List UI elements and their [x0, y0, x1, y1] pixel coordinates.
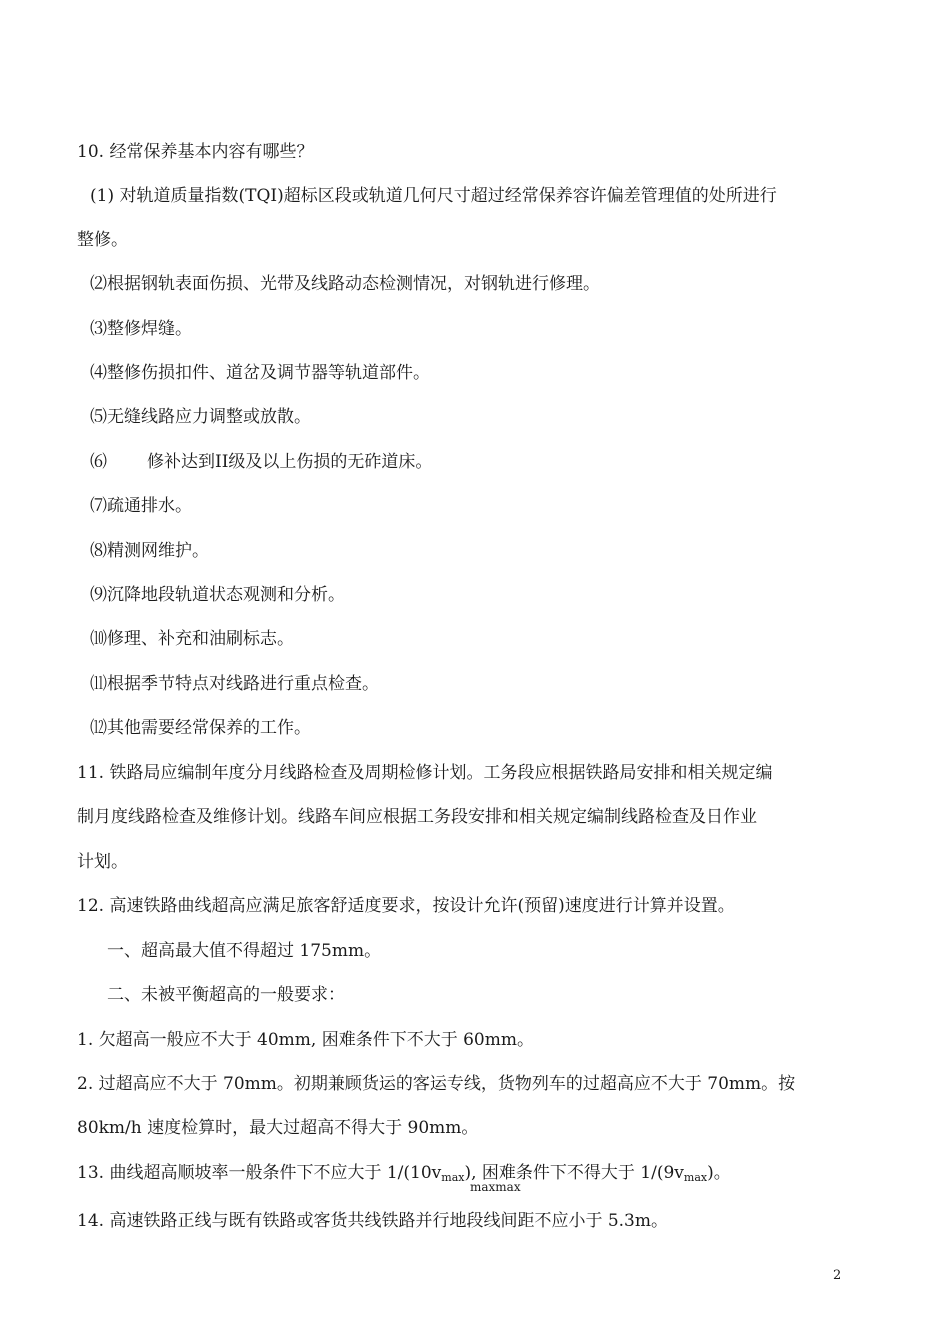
question-11-line-1: 11. 铁路局应编制年度分月线路检查及周期检修计划。工务段应根据铁路局安排和相关规定编: [77, 763, 773, 783]
item-9: ⑼沉降地段轨道状态观测和分析。: [90, 585, 345, 605]
question-13-text-1: 13. 曲线超高顺坡率一般条件下不应大于 1/(10v: [77, 1163, 442, 1183]
item-12: ⑿其他需要经常保养的工作。: [90, 718, 311, 738]
question-11-line-2: 制月度线路检查及维修计划。线路车间应根据工务段安排和相关规定编制线路检查及日作业: [77, 807, 757, 827]
question-12-point-2-line-2: 80km/h 速度检算时，最大过超高不得大于 90mm。: [77, 1118, 479, 1138]
question-14: 14. 高速铁路正线与既有铁路或客货共线铁路并行地段线间距不应小于 5.3m。: [77, 1211, 668, 1231]
subscript-max-2: max: [683, 1171, 708, 1184]
question-11-line-3: 计划。: [77, 852, 128, 872]
question-12-section-1: 一、超高最大值不得超过 175mm。: [107, 941, 382, 961]
item-5: ⑸无缝线路应力调整或放散。: [90, 407, 311, 427]
question-12-section-2: 二、未被平衡超高的一般要求：: [107, 985, 345, 1005]
item-10: ⑽修理、补充和油刷标志。: [90, 629, 294, 649]
item-1-line-2: 整修。: [77, 230, 128, 250]
subscript-max-1: max: [441, 1171, 465, 1184]
item-4: ⑷整修伤损扣件、道岔及调节器等轨道部件。: [90, 363, 430, 383]
item-8: ⑻精测网维护。: [90, 541, 209, 561]
question-13-underline-note: maxmax: [470, 1180, 521, 1194]
item-6-text: 修补达到II级及以上伤损的无砟道床。: [147, 452, 433, 472]
question-12-point-1: 1. 欠超高一般应不大于 40mm, 困难条件下不大于 60mm。: [77, 1030, 534, 1050]
item-6: [90, 451, 432, 473]
question-13-text-3: )。: [707, 1163, 731, 1183]
item-3: ⑶整修焊缝。: [90, 319, 192, 339]
item-11: ⑾根据季节特点对线路进行重点检查。: [90, 674, 379, 694]
item-6-number: ⑹: [90, 452, 107, 472]
item-1-line-1: (1) 对轨道质量指数(TQI)超标区段或轨道几何尺寸超过经常保养容许偏差管理值的处所进行: [90, 186, 777, 206]
question-13-text-2: ), 困难条件下不得大于 1/(9v: [464, 1163, 684, 1183]
item-7: ⑺疏通排水。: [90, 496, 192, 516]
item-2: ⑵根据钢轨表面伤损、光带及线路动态检测情况，对钢轨进行修理。: [90, 274, 600, 294]
question-12-title: 12. 高速铁路曲线超高应满足旅客舒适度要求，按设计允许(预留)速度进行计算并设置。: [77, 896, 735, 916]
question-12-point-2-line-1: 2. 过超高应不大于 70mm。初期兼顾货运的客运专线，货物列车的过超高应不大于 70mm。按: [77, 1074, 796, 1094]
question-13: [77, 1162, 731, 1189]
page-number: 2: [833, 1268, 842, 1283]
question-10-title: 10. 经常保养基本内容有哪些？: [77, 142, 314, 162]
